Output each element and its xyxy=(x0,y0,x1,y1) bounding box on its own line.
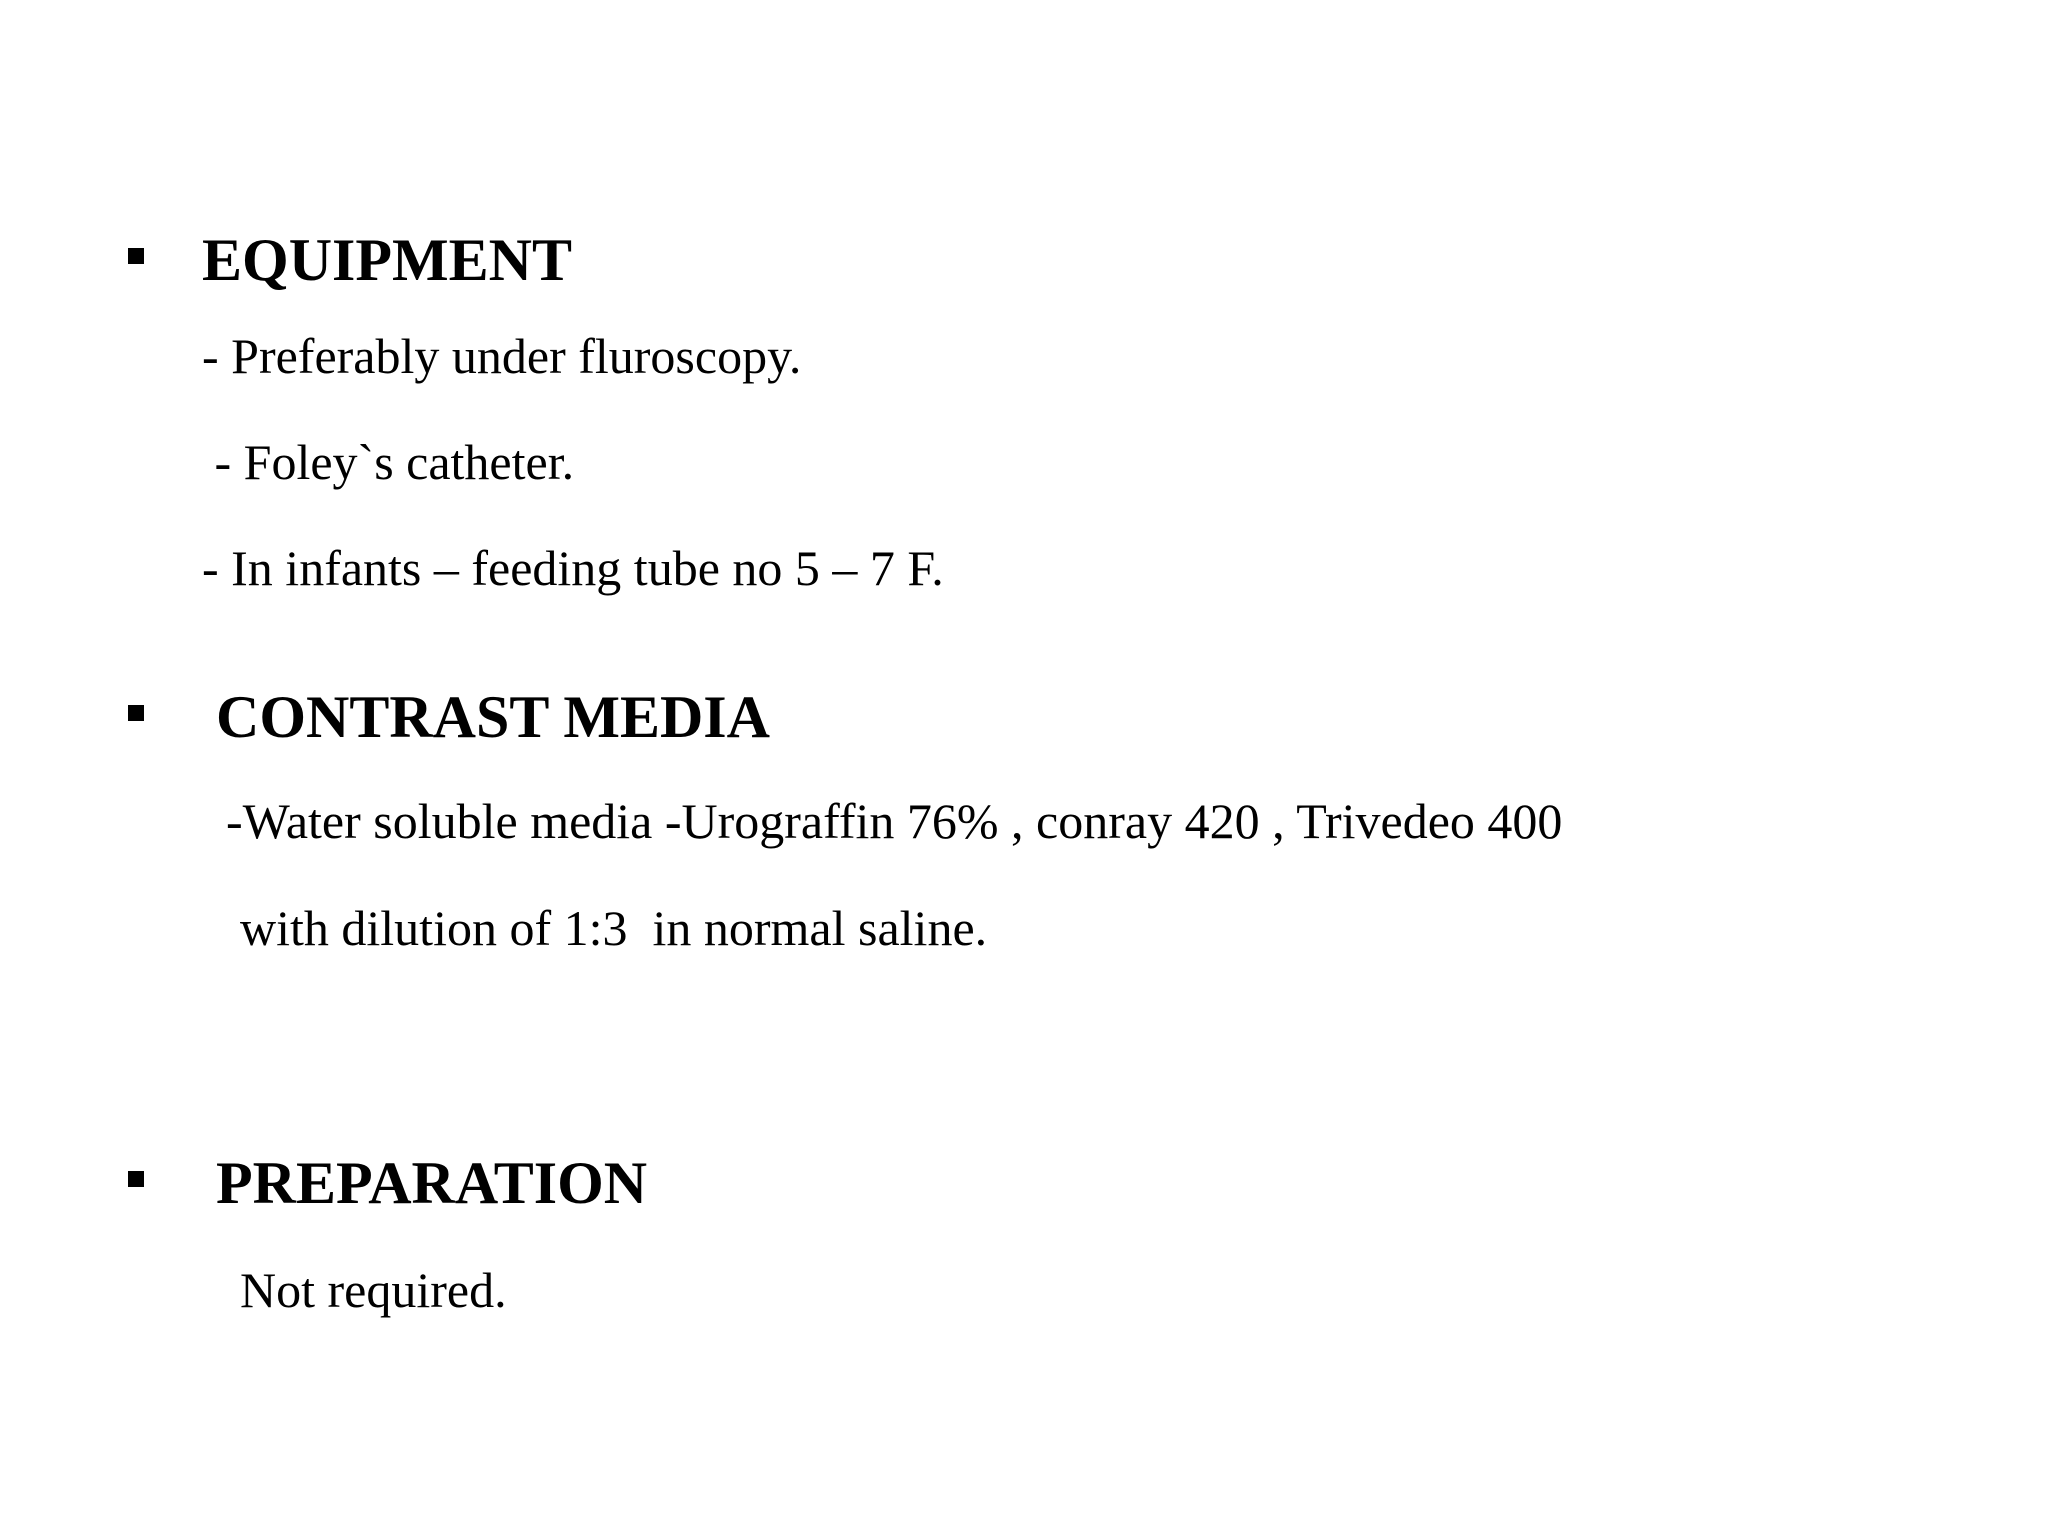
preparation-line-1: Not required. xyxy=(240,1262,507,1318)
contrast-line-2: with dilution of 1:3 in normal saline. xyxy=(240,900,988,956)
bullet-square-icon xyxy=(128,705,144,721)
equipment-line-2: - Foley`s catheter. xyxy=(202,434,575,490)
bullet-square-icon xyxy=(128,1171,144,1187)
bullet-square-icon xyxy=(128,248,144,264)
equipment-line-1: - Preferably under fluroscopy. xyxy=(202,328,802,384)
section-heading-contrast-media: CONTRAST MEDIA xyxy=(216,684,770,750)
equipment-line-3: - In infants – feeding tube no 5 – 7 F. xyxy=(202,540,944,596)
section-heading-equipment: EQUIPMENT xyxy=(202,227,573,293)
contrast-line-1: -Water soluble media -Urograffin 76% , conray 420 , Trivedeo 400 xyxy=(226,793,1563,849)
section-heading-preparation: PREPARATION xyxy=(216,1150,648,1216)
